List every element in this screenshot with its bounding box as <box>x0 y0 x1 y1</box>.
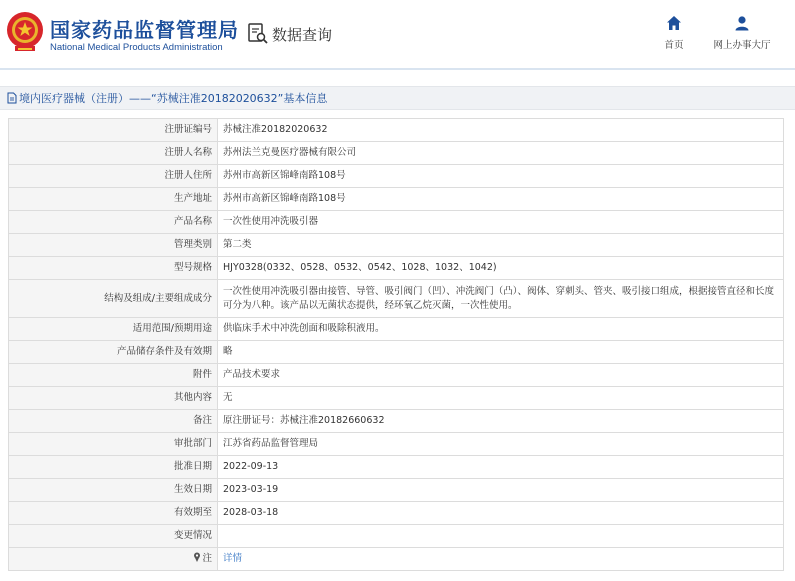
data-query-title <box>248 22 332 46</box>
table-row <box>9 341 784 364</box>
row-value: 苏械注准20182020632 <box>218 119 784 142</box>
table-row <box>9 433 784 456</box>
table-row <box>9 525 784 548</box>
row-value: 一次性使用冲洗吸引器由接管、导管、吸引阀门（凹）、冲洗阀门（凸）、阀体、穿刺头、管夹、吸引接口组成，根据接管直径和长度可分为八种。该产品以无菌状态提供，经环氧乙烷灭菌，一次性使用。 <box>218 280 784 318</box>
row-value: 一次性使用冲洗吸引器 <box>218 211 784 234</box>
table-row <box>9 364 784 387</box>
row-value: 江苏省药品监督管理局 <box>218 433 784 456</box>
row-label: 生效日期 <box>9 479 218 502</box>
table-row <box>9 142 784 165</box>
row-value: 供临床手术中冲洗创面和吸除积液用。 <box>218 318 784 341</box>
table-row <box>9 211 784 234</box>
row-label-note <box>9 548 218 571</box>
row-value: 苏州市高新区锦峰南路108号 <box>218 188 784 211</box>
row-label: 有效期至 <box>9 502 218 525</box>
table-row <box>9 119 784 142</box>
nav-online-service[interactable] <box>706 15 778 51</box>
row-label: 批准日期 <box>9 456 218 479</box>
document-icon <box>7 92 17 104</box>
breadcrumb-text: 境内医疗器械（注册）——“苏械注准20182020632”基本信息 <box>19 92 328 105</box>
site-header <box>0 0 795 70</box>
home-icon <box>666 15 682 31</box>
table-row <box>9 318 784 341</box>
row-value: 苏州法兰克曼医疗器械有限公司 <box>218 142 784 165</box>
nav-home[interactable] <box>657 15 691 51</box>
row-value: 2023-03-19 <box>218 479 784 502</box>
pin-icon <box>193 552 201 562</box>
row-value: 苏州市高新区锦峰南路108号 <box>218 165 784 188</box>
data-query-label: 数据查询 <box>272 25 333 44</box>
table-row <box>9 280 784 318</box>
note-label-text: 注 <box>202 553 212 564</box>
table-row <box>9 479 784 502</box>
row-label: 备注 <box>9 410 218 433</box>
table-row <box>9 548 784 571</box>
row-value <box>218 525 784 548</box>
row-label: 生产地址 <box>9 188 218 211</box>
table-row <box>9 387 784 410</box>
nav-home-label: 首页 <box>664 40 684 51</box>
details-link[interactable]: 详情 <box>223 553 243 564</box>
row-label: 注册证编号 <box>9 119 218 142</box>
nav-online-service-label: 网上办事大厅 <box>713 40 771 51</box>
breadcrumb <box>0 86 795 110</box>
user-icon <box>734 15 750 31</box>
row-label: 审批部门 <box>9 433 218 456</box>
row-value: 原注册证号：苏械注准20182660632 <box>218 410 784 433</box>
row-label: 其他内容 <box>9 387 218 410</box>
national-emblem-icon <box>6 10 44 54</box>
row-value: 产品技术要求 <box>218 364 784 387</box>
table-row <box>9 257 784 280</box>
site-title[interactable]: 国家药品监督管理局 <box>50 18 239 42</box>
row-value: 2028-03-18 <box>218 502 784 525</box>
table-row <box>9 165 784 188</box>
row-label: 适用范围/预期用途 <box>9 318 218 341</box>
row-label: 产品储存条件及有效期 <box>9 341 218 364</box>
row-value: 第二类 <box>218 234 784 257</box>
row-label: 结构及组成/主要组成成分 <box>9 280 218 318</box>
table-row <box>9 188 784 211</box>
row-value <box>218 548 784 571</box>
row-label: 产品名称 <box>9 211 218 234</box>
table-row <box>9 410 784 433</box>
row-value: 无 <box>218 387 784 410</box>
site-subtitle: National Medical Products Administration <box>50 42 223 53</box>
table-row <box>9 234 784 257</box>
row-label: 注册人住所 <box>9 165 218 188</box>
row-label: 注册人名称 <box>9 142 218 165</box>
table-row <box>9 456 784 479</box>
row-label: 型号规格 <box>9 257 218 280</box>
row-value: 略 <box>218 341 784 364</box>
row-label: 附件 <box>9 364 218 387</box>
row-value: HJY0328(0332、0528、0532、0542、1028、1032、1042) <box>218 257 784 280</box>
row-label: 变更情况 <box>9 525 218 548</box>
row-value: 2022-09-13 <box>218 456 784 479</box>
row-label: 管理类别 <box>9 234 218 257</box>
table-row <box>9 502 784 525</box>
document-search-icon <box>248 23 268 45</box>
registration-detail-table <box>8 118 784 571</box>
